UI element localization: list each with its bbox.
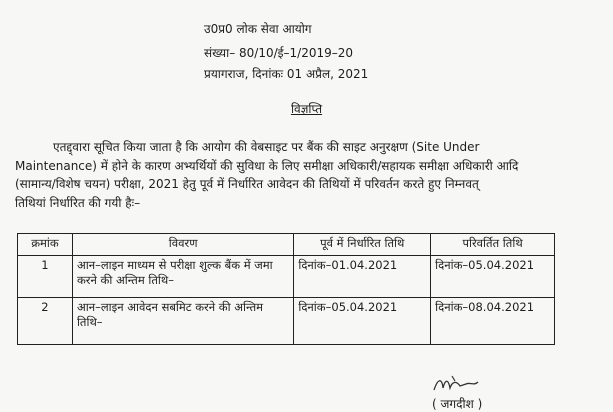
body-line: तिथियां निर्धारित की गयी हैः– xyxy=(15,195,141,210)
cell-serial: 1 xyxy=(18,256,73,298)
body-line: एतद्द्वारा सूचित किया जाता है कि आयोग की वेबसाइट पर बैंक की साइट अनुरक्षण (Site Under xyxy=(53,140,480,154)
cell-description: आन–लाइन आवेदन सबमिट करने की अन्तिम तिथि– xyxy=(72,298,293,345)
notice-body xyxy=(15,138,605,212)
cell-serial: 2 xyxy=(18,298,73,345)
cell-revised-date: दिनांक–05.04.2021 xyxy=(431,256,555,298)
cell-previous-date: दिनांक–01.04.2021 xyxy=(294,256,431,298)
table-row xyxy=(18,298,555,345)
column-header-revised-date: परिवर्तित तिथि xyxy=(431,234,555,256)
place-date: प्रयागराज, दिनांकः 01 अप्रैल, 2021 xyxy=(204,67,369,81)
table-header-row xyxy=(18,234,555,256)
signature-mark xyxy=(430,372,500,396)
column-header-previous-date: पूर्व में निर्धारित तिथि xyxy=(294,234,431,256)
body-line: Maintenance) में होने के कारण अभ्यर्थियों की सुविधा के लिए समीक्षा अधिकारी/सहायक समीक्षा अधिकारी आदि xyxy=(15,158,519,173)
dates-table xyxy=(17,233,555,345)
body-line: (सामान्य/विशेष चयन) परीक्षा, 2021 हेतु पूर्व में निर्धारित आवेदन की तिथियों में परिवर्तन करते हुए निम्नवत् xyxy=(15,177,479,191)
signatory-name: ( जगदीश ) xyxy=(432,397,483,411)
notice-title: विज्ञप्ति xyxy=(290,102,323,116)
column-header-description: विवरण xyxy=(72,234,293,256)
cell-description: आन–लाइन माध्यम से परीक्षा शुल्क बैंक में जमा करने की अन्तिम तिथि– xyxy=(72,256,293,298)
organization-name: उ0प्र0 लोक सेवा आयोग xyxy=(204,22,312,36)
column-header-serial: क्रमांक xyxy=(18,234,73,256)
cell-revised-date: दिनांक–08.04.2021 xyxy=(431,298,555,345)
cell-previous-date: दिनांक–05.04.2021 xyxy=(294,298,431,345)
notice-title-container xyxy=(0,100,613,117)
reference-number: संख्या– 80/10/ई–1/2019–20 xyxy=(204,46,354,60)
table-row xyxy=(18,256,555,298)
